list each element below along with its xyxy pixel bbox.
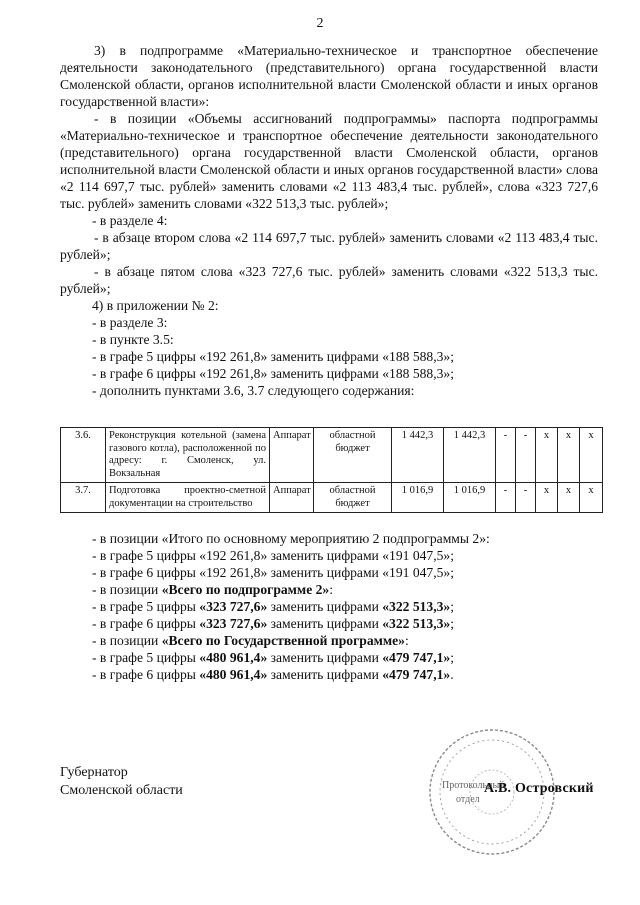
row-executor: Аппарат: [270, 483, 314, 513]
signer-name: А.В. Островский: [484, 781, 594, 796]
after-line-total-main: - в позиции «Итого по основному мероприятию 2 подпрограммы 2»:: [92, 531, 490, 546]
after-line-col6-program: [60, 666, 598, 683]
row-col9: х: [536, 428, 558, 483]
bold-span: «480 961,4»: [199, 667, 268, 682]
text-span: заменить цифрами: [267, 650, 383, 665]
text-span: ;: [450, 616, 454, 631]
item3-para-fifth: - в абзаце пятом слова «323 727,6 тыс. рублей» заменить словами «322 513,3 тыс. рублей»;: [60, 264, 598, 296]
text-span: - в позиции: [92, 582, 162, 597]
item3-section4: - в разделе 4:: [92, 213, 168, 228]
item4-heading: 4) в приложении № 2:: [92, 298, 219, 313]
text-span: - в графе 6 цифры: [92, 616, 200, 631]
item4-line-section3: - в разделе 3:: [92, 315, 168, 330]
page-number: 2: [316, 16, 324, 31]
item3-para-passport: - в позиции «Объемы ассигнований подпрограммы» паспорта подпрограммы «Материально-техническое и транспортное обеспечение деятельности законодательного (представительного) органа государственной власти Смоленской области, органов исполнительной власти Смоленской области и иных органов государственной власти» слова «2 114 697,7 тыс. рублей» заменить словами «2 113 483,4 тыс. рублей», слова «323 727,6 тыс. рублей» заменить словами «322 513,3 тыс. рублей»;: [60, 111, 598, 211]
row-col11: х: [580, 428, 603, 483]
signer-title-line2: Смоленской области: [60, 783, 183, 798]
signer-title-line1: Губернатор: [60, 765, 128, 780]
row-executor: Аппарат: [270, 428, 314, 483]
row-source: областной бюджет: [314, 428, 392, 483]
table-row: [61, 483, 603, 513]
bold-span: «480 961,4»: [199, 650, 268, 665]
bold-span: «322 513,3»: [382, 616, 451, 631]
row-col8: -: [516, 428, 536, 483]
text-span: ;: [450, 650, 454, 665]
stamp-text-line2: отдел: [456, 794, 480, 805]
item3-para-second: - в абзаце втором слова «2 114 697,7 тыс. рублей» заменить словами «2 113 483,4 тыс. рублей»;: [60, 230, 598, 262]
bold-span: «322 513,3»: [382, 599, 451, 614]
row-year1: 1 016,9: [444, 483, 496, 513]
text-span: :: [404, 633, 409, 648]
row-col7: -: [496, 428, 516, 483]
row-number: 3.7.: [61, 483, 106, 513]
after-line-total-subprogram: [60, 581, 598, 598]
stamp-text-line1: Протокольный: [442, 780, 505, 791]
after-line-col5-subprogram: [60, 598, 598, 615]
row-col8: -: [516, 483, 536, 513]
row-name: Подготовка проектно-сметной документации на строительство: [106, 483, 270, 513]
row-col9: х: [536, 483, 558, 513]
table-row: [61, 428, 603, 483]
after-line-col5-main: - в графе 5 цифры «192 261,8» заменить цифрами «191 047,5»;: [92, 548, 454, 563]
text-span: .: [450, 667, 454, 682]
bold-span: «323 727,6»: [199, 616, 268, 631]
text-span: - в графе 5 цифры: [92, 599, 200, 614]
document-body-continued: [60, 530, 598, 683]
row-name: Реконструкция котельной (замена газового котла), расположенной по адресу: г. Смоленск, ул. Вокзальная: [106, 428, 270, 483]
text-span: - в графе 6 цифры: [92, 667, 200, 682]
text-span: - в графе 5 цифры: [92, 650, 200, 665]
after-line-col6-main: - в графе 6 цифры «192 261,8» заменить цифрами «191 047,5»;: [92, 565, 454, 580]
text-span: :: [329, 582, 334, 597]
inserted-points-table: [60, 427, 603, 513]
row-number: 3.6.: [61, 428, 106, 483]
row-source: областной бюджет: [314, 483, 392, 513]
after-line-total-program: [60, 632, 598, 649]
document-body: [60, 42, 598, 399]
row-total: 1 016,9: [392, 483, 444, 513]
item4-line-add-points: - дополнить пунктами 3.6, 3.7 следующего содержания:: [92, 383, 415, 398]
text-span: заменить цифрами: [267, 667, 383, 682]
row-col7: -: [496, 483, 516, 513]
row-year1: 1 442,3: [444, 428, 496, 483]
bold-span: «323 727,6»: [199, 599, 268, 614]
row-total: 1 442,3: [392, 428, 444, 483]
item4-line-point35: - в пункте 3.5:: [92, 332, 174, 347]
item4-line-col6: - в графе 6 цифры «192 261,8» заменить цифрами «188 588,3»;: [92, 366, 454, 381]
text-span: заменить цифрами: [267, 616, 383, 631]
item4-line-col5: - в графе 5 цифры «192 261,8» заменить цифрами «188 588,3»;: [92, 349, 454, 364]
bold-span: «Всего по подпрограмме 2»: [161, 582, 330, 597]
row-col10: х: [558, 483, 580, 513]
text-span: - в позиции: [92, 633, 162, 648]
bold-span: «479 747,1»: [382, 650, 451, 665]
signer-title: [60, 764, 183, 800]
row-col11: х: [580, 483, 603, 513]
text-span: заменить цифрами: [267, 599, 383, 614]
item3-heading: 3) в подпрограмме «Материально-техническое и транспортное обеспечение деятельности законодательного (представительного) органа государственной власти Смоленской области, органов исполнительной власти Смоленской области и иных органов государственной власти»:: [60, 43, 598, 109]
bold-span: «479 747,1»: [382, 667, 451, 682]
after-line-col5-program: [60, 649, 598, 666]
row-col10: х: [558, 428, 580, 483]
text-span: ;: [450, 599, 454, 614]
bold-span: «Всего по Государственной программе»: [161, 633, 405, 648]
after-line-col6-subprogram: [60, 615, 598, 632]
